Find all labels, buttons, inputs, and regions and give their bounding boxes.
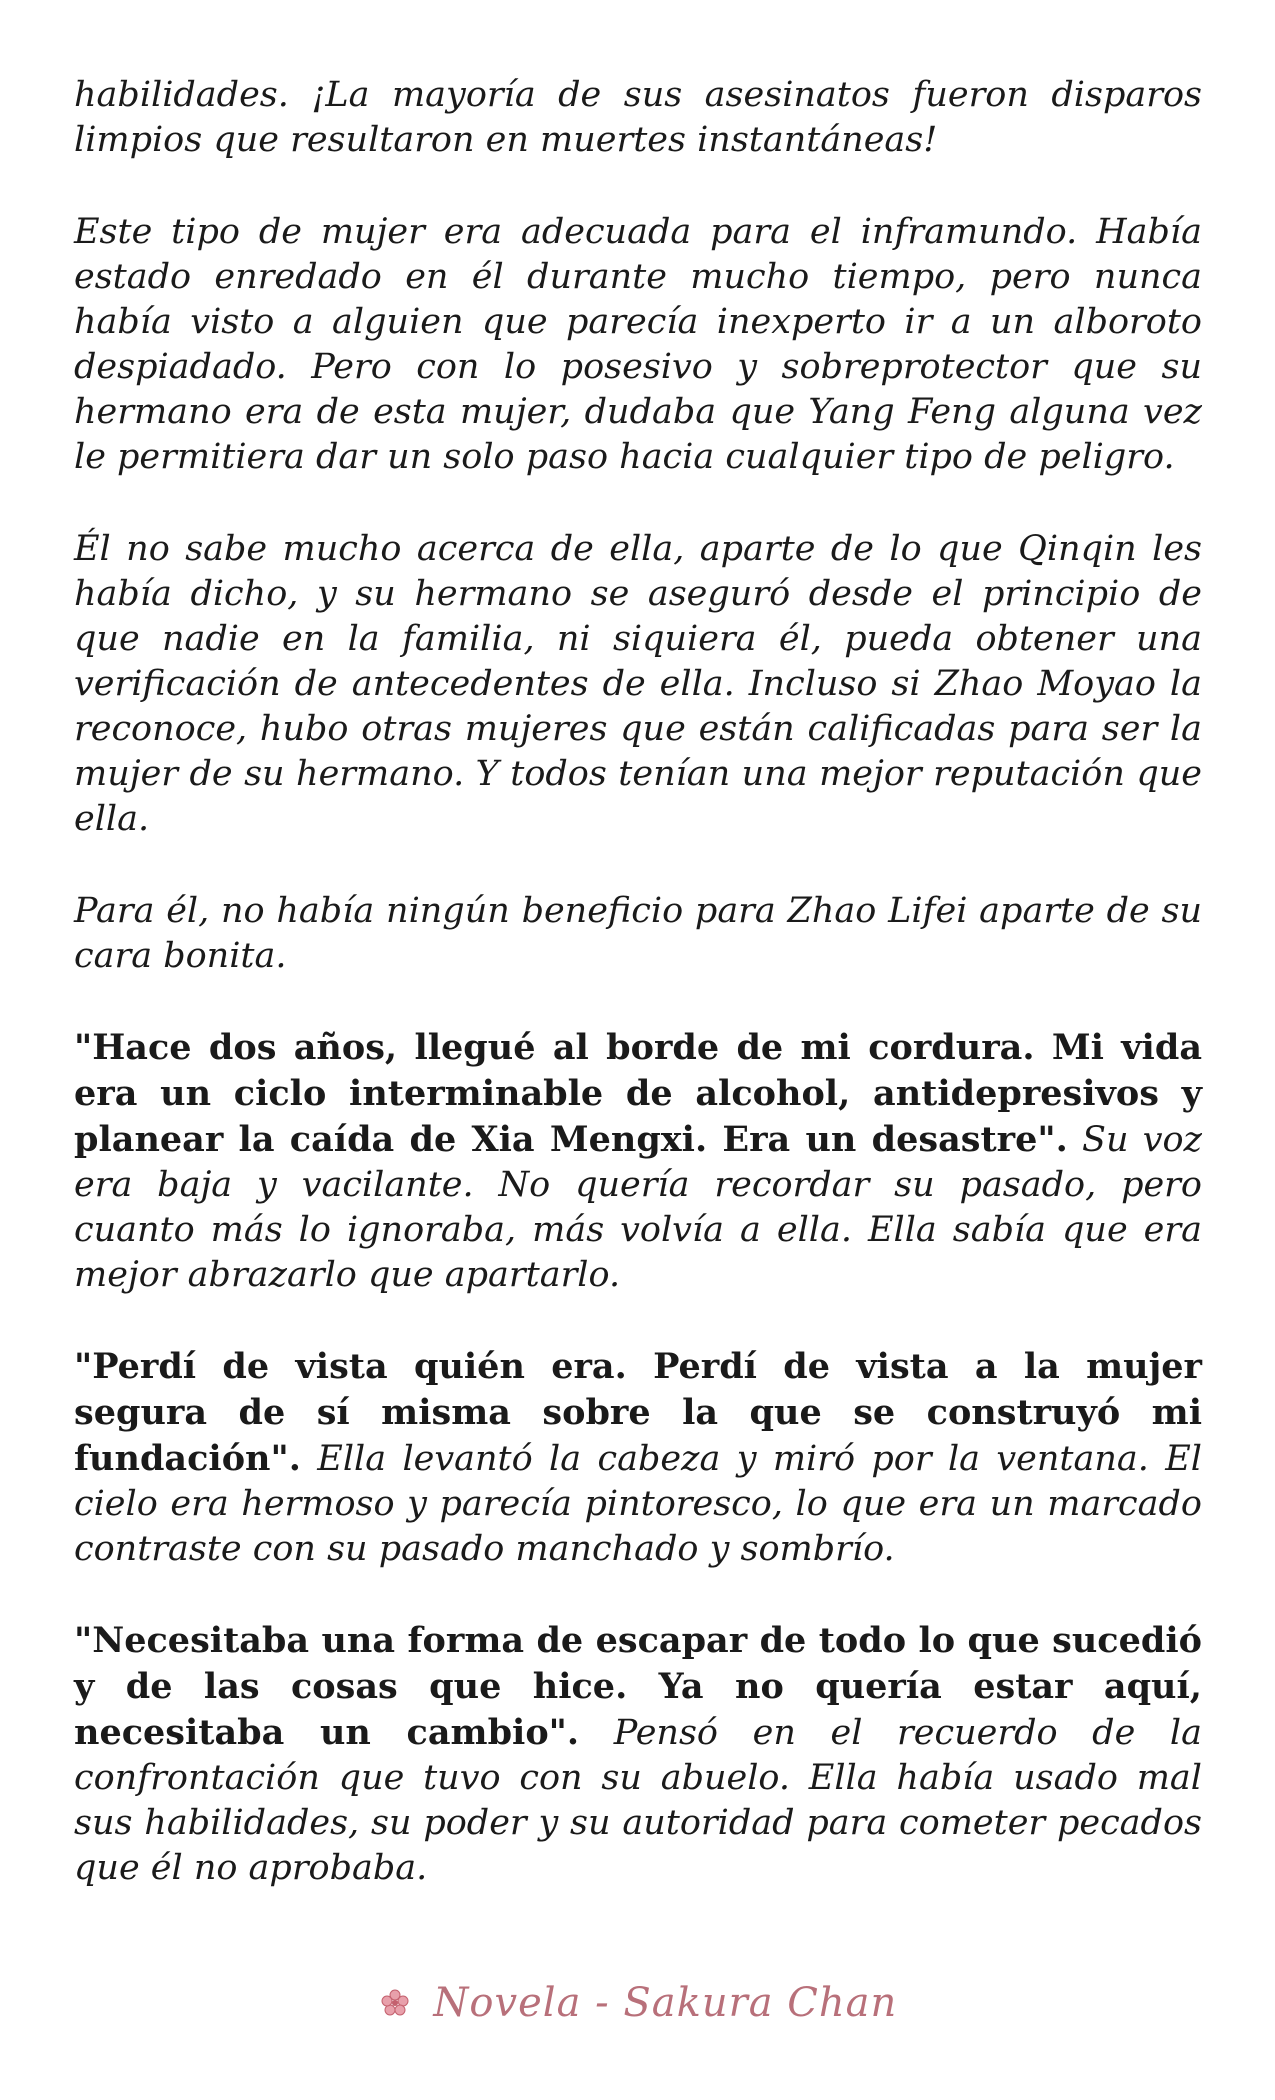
sakura-blossom-icon [378, 1986, 412, 2020]
narration-text: Ella levantó la cabeza y miró por la ventana. El cielo era hermoso y parecía pintoresco, lo que era un marcado contraste con su pasado manchado y sombrío. [74, 1439, 1202, 1569]
narration-text: Su voz era baja y vacilante. No quería recordar su pasado, pero cuanto más lo ignoraba, más volvía a ella. Ella sabía que era mejor abrazarlo que apartarlo. [74, 1120, 1202, 1295]
paragraph [74, 526, 1202, 842]
watermark [0, 1980, 1275, 2026]
narration-text: Él no sabe mucho acerca de ella, aparte de lo que Qinqin les había dicho, y su hermano se aseguró desde el principio de que nadie en la familia, ni siquiera él, pueda obtener una verificación de antecedentes de ella. Incluso si Zhao Moyao la reconoce, hubo otras mujeres que están calificadas para ser la mujer de su hermano. Y todos tenían una mejor reputación que ella. [74, 529, 1202, 839]
narration-text: Para él, no había ningún beneficio para Zhao Lifei aparte de su cara bonita. [74, 891, 1202, 976]
narration-text: Este tipo de mujer era adecuada para el inframundo. Había estado enredado en él durante mucho tiempo, pero nunca había visto a alguien que parecía inexperto ir a un alboroto despiadado. Pero con lo posesivo y sobreprotector que su hermano era de esta mujer, dudaba que Yang Feng alguna vez le permitiera dar un solo paso hacia cualquier tipo de peligro. [74, 212, 1202, 477]
paragraph [74, 209, 1202, 480]
dialogue-text: "Necesitaba una forma de escapar de todo lo que sucedió y de las cosas que hice. Ya no quería estar aquí, necesitaba un cambio". [74, 1620, 1202, 1753]
paragraph [74, 1025, 1202, 1298]
narration-text: Pensó en el recuerdo de la confrontación que tuvo con su abuelo. Ella había usado mal sus habilidades, su poder y su autoridad para cometer pecados que él no aprobaba. [74, 1713, 1202, 1888]
document-body [74, 72, 1202, 1937]
paragraph [74, 72, 1202, 163]
narration-text: habilidades. ¡La mayoría de sus asesinatos fueron disparos limpios que resultaron en muertes instantáneas! [74, 75, 1202, 160]
paragraph [74, 1618, 1202, 1891]
watermark-text: Novela - Sakura Chan [433, 1980, 898, 2026]
paragraph [74, 888, 1202, 979]
dialogue-text: "Hace dos años, llegué al borde de mi cordura. Mi vida era un ciclo interminable de alcohol, antidepresivos y planear la caída de Xia Mengxi. Era un desastre". [74, 1027, 1202, 1160]
paragraph [74, 1344, 1202, 1572]
dialogue-text: "Perdí de vista quién era. Perdí de vista a la mujer segura de sí misma sobre la que se construyó mi fundación". [74, 1346, 1202, 1479]
